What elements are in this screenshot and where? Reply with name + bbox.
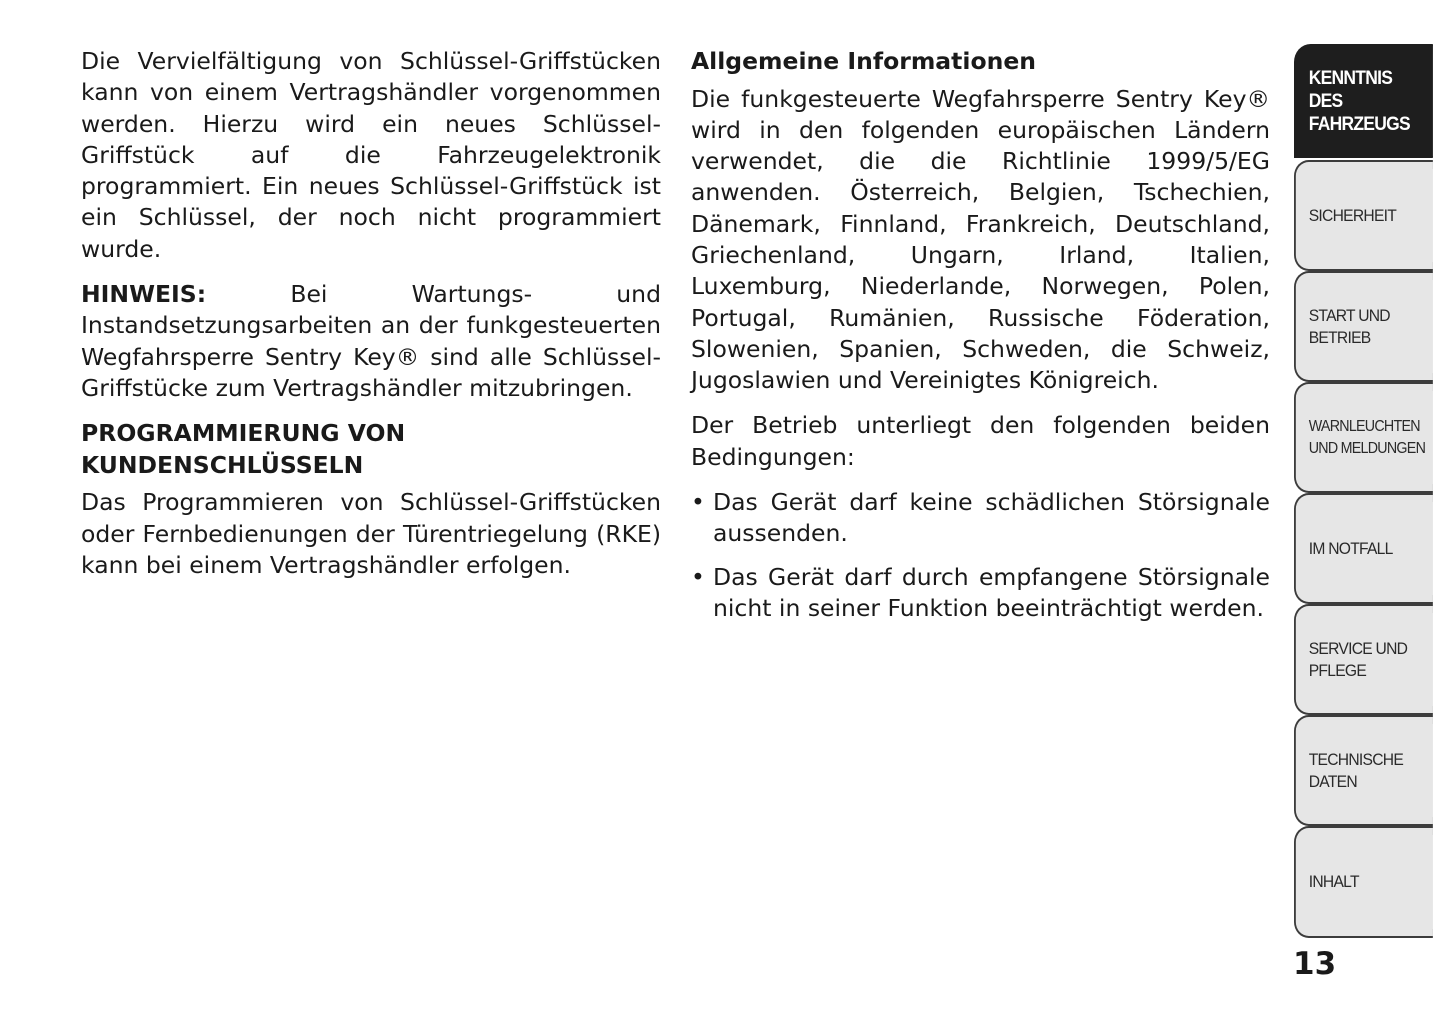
tab-label: SICHERHEIT: [1308, 205, 1397, 225]
tab-kenntnis-des-fahrzeugs[interactable]: [1294, 44, 1433, 158]
section-title: [81, 418, 661, 481]
tab-label: SERVICE UND PFLEGE: [1308, 638, 1408, 680]
right-column: [691, 46, 1270, 636]
tab-label: IM NOTFALL: [1308, 538, 1393, 558]
countries-paragraph: Die funkgesteuerte Wegfahrsperre Sentry Key® wird in den folgenden europäischen Ländern verwendet, die die Richtlinie 1999/5/EG anwenden. Österreich, Belgien, Tschechien, Dänemark, Finnland, Frankreich, Deutschland, Griechenland, Ungarn, Irland, Italien, Luxemburg, Niederlande, Norwegen, Polen, Portugal, Rumänien, Russische Föderation, Slowenien, Spanien, Schweden, die Schweiz, Jugoslawien und Vereinigtes Königreich.: [691, 84, 1270, 395]
tab-label: KENNTNIS DES FAHRZEUGS: [1308, 67, 1410, 135]
tab-label: START UND BETRIEB: [1308, 305, 1390, 347]
conditions-paragraph: Der Betrieb unterliegt den folgenden beiden Bedingungen:: [691, 411, 1270, 471]
programming-paragraph: Das Programmieren von Schlüssel-Griffstücken oder Fernbedienungen der Türentriegelung (RKE) kann bei einem Vertragshändler erfolgen.: [81, 488, 661, 579]
page-number: 13: [1293, 946, 1337, 982]
tab-service-und-pflege[interactable]: [1294, 604, 1433, 715]
list-item-text: Das Gerät darf keine schädlichen Störsignale aussenden.: [713, 488, 1270, 548]
tab-inhalt[interactable]: [1294, 826, 1433, 938]
conditions-list: [691, 487, 1270, 624]
list-item: [691, 562, 1270, 625]
section-title-line2: KUNDENSCHLÜSSELN: [81, 450, 364, 479]
note-text: Bei Wartungs- und Instandsetzungsarbeiten an der funkgesteuerten Wegfahrsperre Sentry Key® sind alle Schlüssel-Griffstücke zum Vertragshändler mitzubringen.: [81, 280, 661, 402]
left-column: [81, 46, 661, 595]
tab-label: TECHNISCHE DATEN: [1308, 749, 1404, 791]
note-label: HINWEIS:: [81, 280, 207, 309]
tab-label: INHALT: [1308, 872, 1359, 891]
tab-technische-daten[interactable]: [1294, 715, 1433, 826]
tab-label: WARNLEUCHTEN UND MELDUNGEN: [1308, 417, 1426, 457]
section-title-line1: PROGRAMMIERUNG VON: [81, 419, 406, 448]
tab-im-notfall[interactable]: [1294, 493, 1433, 604]
list-item-text: Das Gerät darf durch empfangene Störsignale nicht in seiner Funktion beeinträchtigt werden.: [713, 562, 1270, 622]
tab-start-und-betrieb[interactable]: [1294, 271, 1433, 382]
bullet-icon: •: [691, 562, 705, 591]
tab-sicherheit[interactable]: [1294, 160, 1433, 271]
bullet-icon: •: [691, 488, 705, 517]
note-paragraph: [81, 279, 661, 404]
general-info-title: Allgemeine Informationen: [691, 47, 1036, 75]
list-item: [691, 487, 1270, 550]
tab-warnleuchten-und-meldungen[interactable]: [1294, 382, 1433, 493]
intro-paragraph: Die Vervielfältigung von Schlüssel-Griffstücken kann von einem Vertragshändler vorgenommen werden. Hierzu wird ein neues Schlüssel-Griffstück auf die Fahrzeugelektronik programmiert. Ein neues Schlüssel-Griffstück ist ein Schlüssel, der noch nicht programmiert wurde.: [81, 47, 661, 263]
